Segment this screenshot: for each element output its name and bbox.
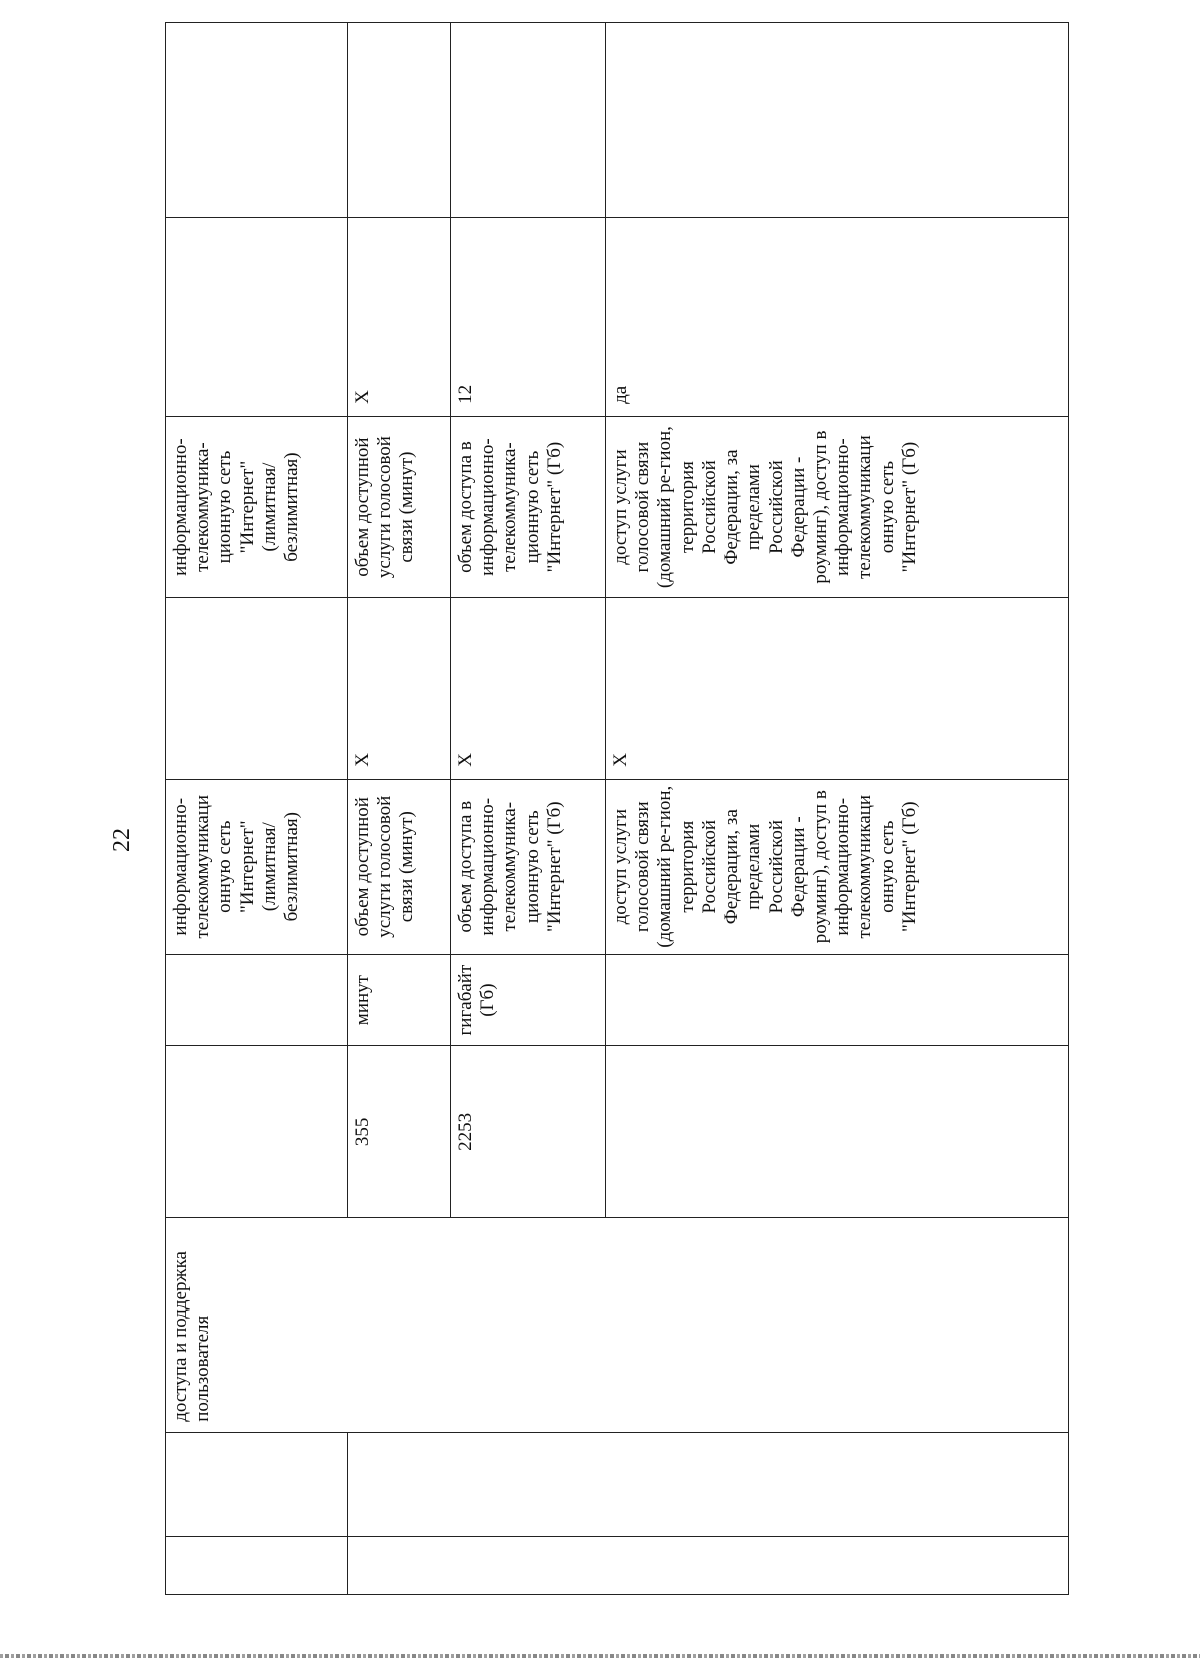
- row-unit: минут: [348, 954, 451, 1046]
- row-value-b: X: [348, 218, 451, 417]
- table-cell-blank: [348, 1432, 1069, 1537]
- row-unit: [606, 954, 1069, 1046]
- table-cell-blank: [451, 23, 606, 218]
- row-code: [606, 1046, 1069, 1218]
- row-name-b: объем доступа в информационно-телекоммуника-ционную сеть "Интернет" (Гб): [451, 416, 606, 597]
- row-name: доступ услуги голосовой связи (домашний ре-гион, территория Российской Федерации, за пределами Российской Федерации - роуминг), доступ в информационно-телекоммуникаци онную сеть "Интернет" (Гб): [606, 779, 1069, 954]
- row-unit: гигабайт (Гб): [451, 954, 606, 1046]
- row-value-a: X: [451, 598, 606, 779]
- row-value-a: X: [606, 598, 1069, 779]
- table-cell-r1-c5: [166, 954, 348, 1046]
- table-cell-r1-c4: [166, 1046, 348, 1218]
- table-cell-r1-c10: [166, 23, 348, 218]
- table-cell-blank: [348, 1537, 1069, 1595]
- table-cell-r1-c6: информационно-телекоммуникаци онную сеть "Интернет" (лимитная/ безлимитная): [166, 779, 348, 954]
- row-name: объем доступа в информационно-телекоммуника-ционную сеть "Интернет" (Гб): [451, 779, 606, 954]
- row-value-b: да: [606, 218, 1069, 417]
- table-cell-r1-c1: [166, 1537, 348, 1595]
- table-cell-blank: [606, 23, 1069, 218]
- table-cell-r1-c9: [166, 218, 348, 417]
- row-name-b: доступ услуги голосовой связи (домашний ре-гион, территория Российской Федерации, за пределами Российской Федерации - роуминг), доступ в информационно-телекоммуникаци онную сеть "Интернет" (Гб): [606, 416, 1069, 597]
- table-cell-r1-c8: информационно-телекоммуника-ционную сеть "Интернет" (лимитная/ безлимитная): [166, 416, 348, 597]
- row-code: 355: [348, 1046, 451, 1218]
- table-cell-r1-c2: [166, 1432, 348, 1537]
- rotated-table-frame: [165, 22, 1068, 1595]
- table-row: [166, 23, 348, 1595]
- table-cell-r1-c7: [166, 598, 348, 779]
- table-container: [165, 22, 1068, 1595]
- row-value-b: 12: [451, 218, 606, 417]
- row-code: 2253: [451, 1046, 606, 1218]
- table-cell-support-label: доступа и поддержка пользователя: [166, 1218, 1069, 1433]
- characteristics-table: [165, 22, 1069, 1595]
- row-name: объем доступной услуги голосовой связи (минут): [348, 779, 451, 954]
- row-name-b: объем доступной услуги голосовой связи (минут): [348, 416, 451, 597]
- scan-artifact-stripe: [0, 1654, 1200, 1658]
- table-cell-blank: [348, 23, 451, 218]
- row-value-a: X: [348, 598, 451, 779]
- page-number: 22: [108, 828, 135, 852]
